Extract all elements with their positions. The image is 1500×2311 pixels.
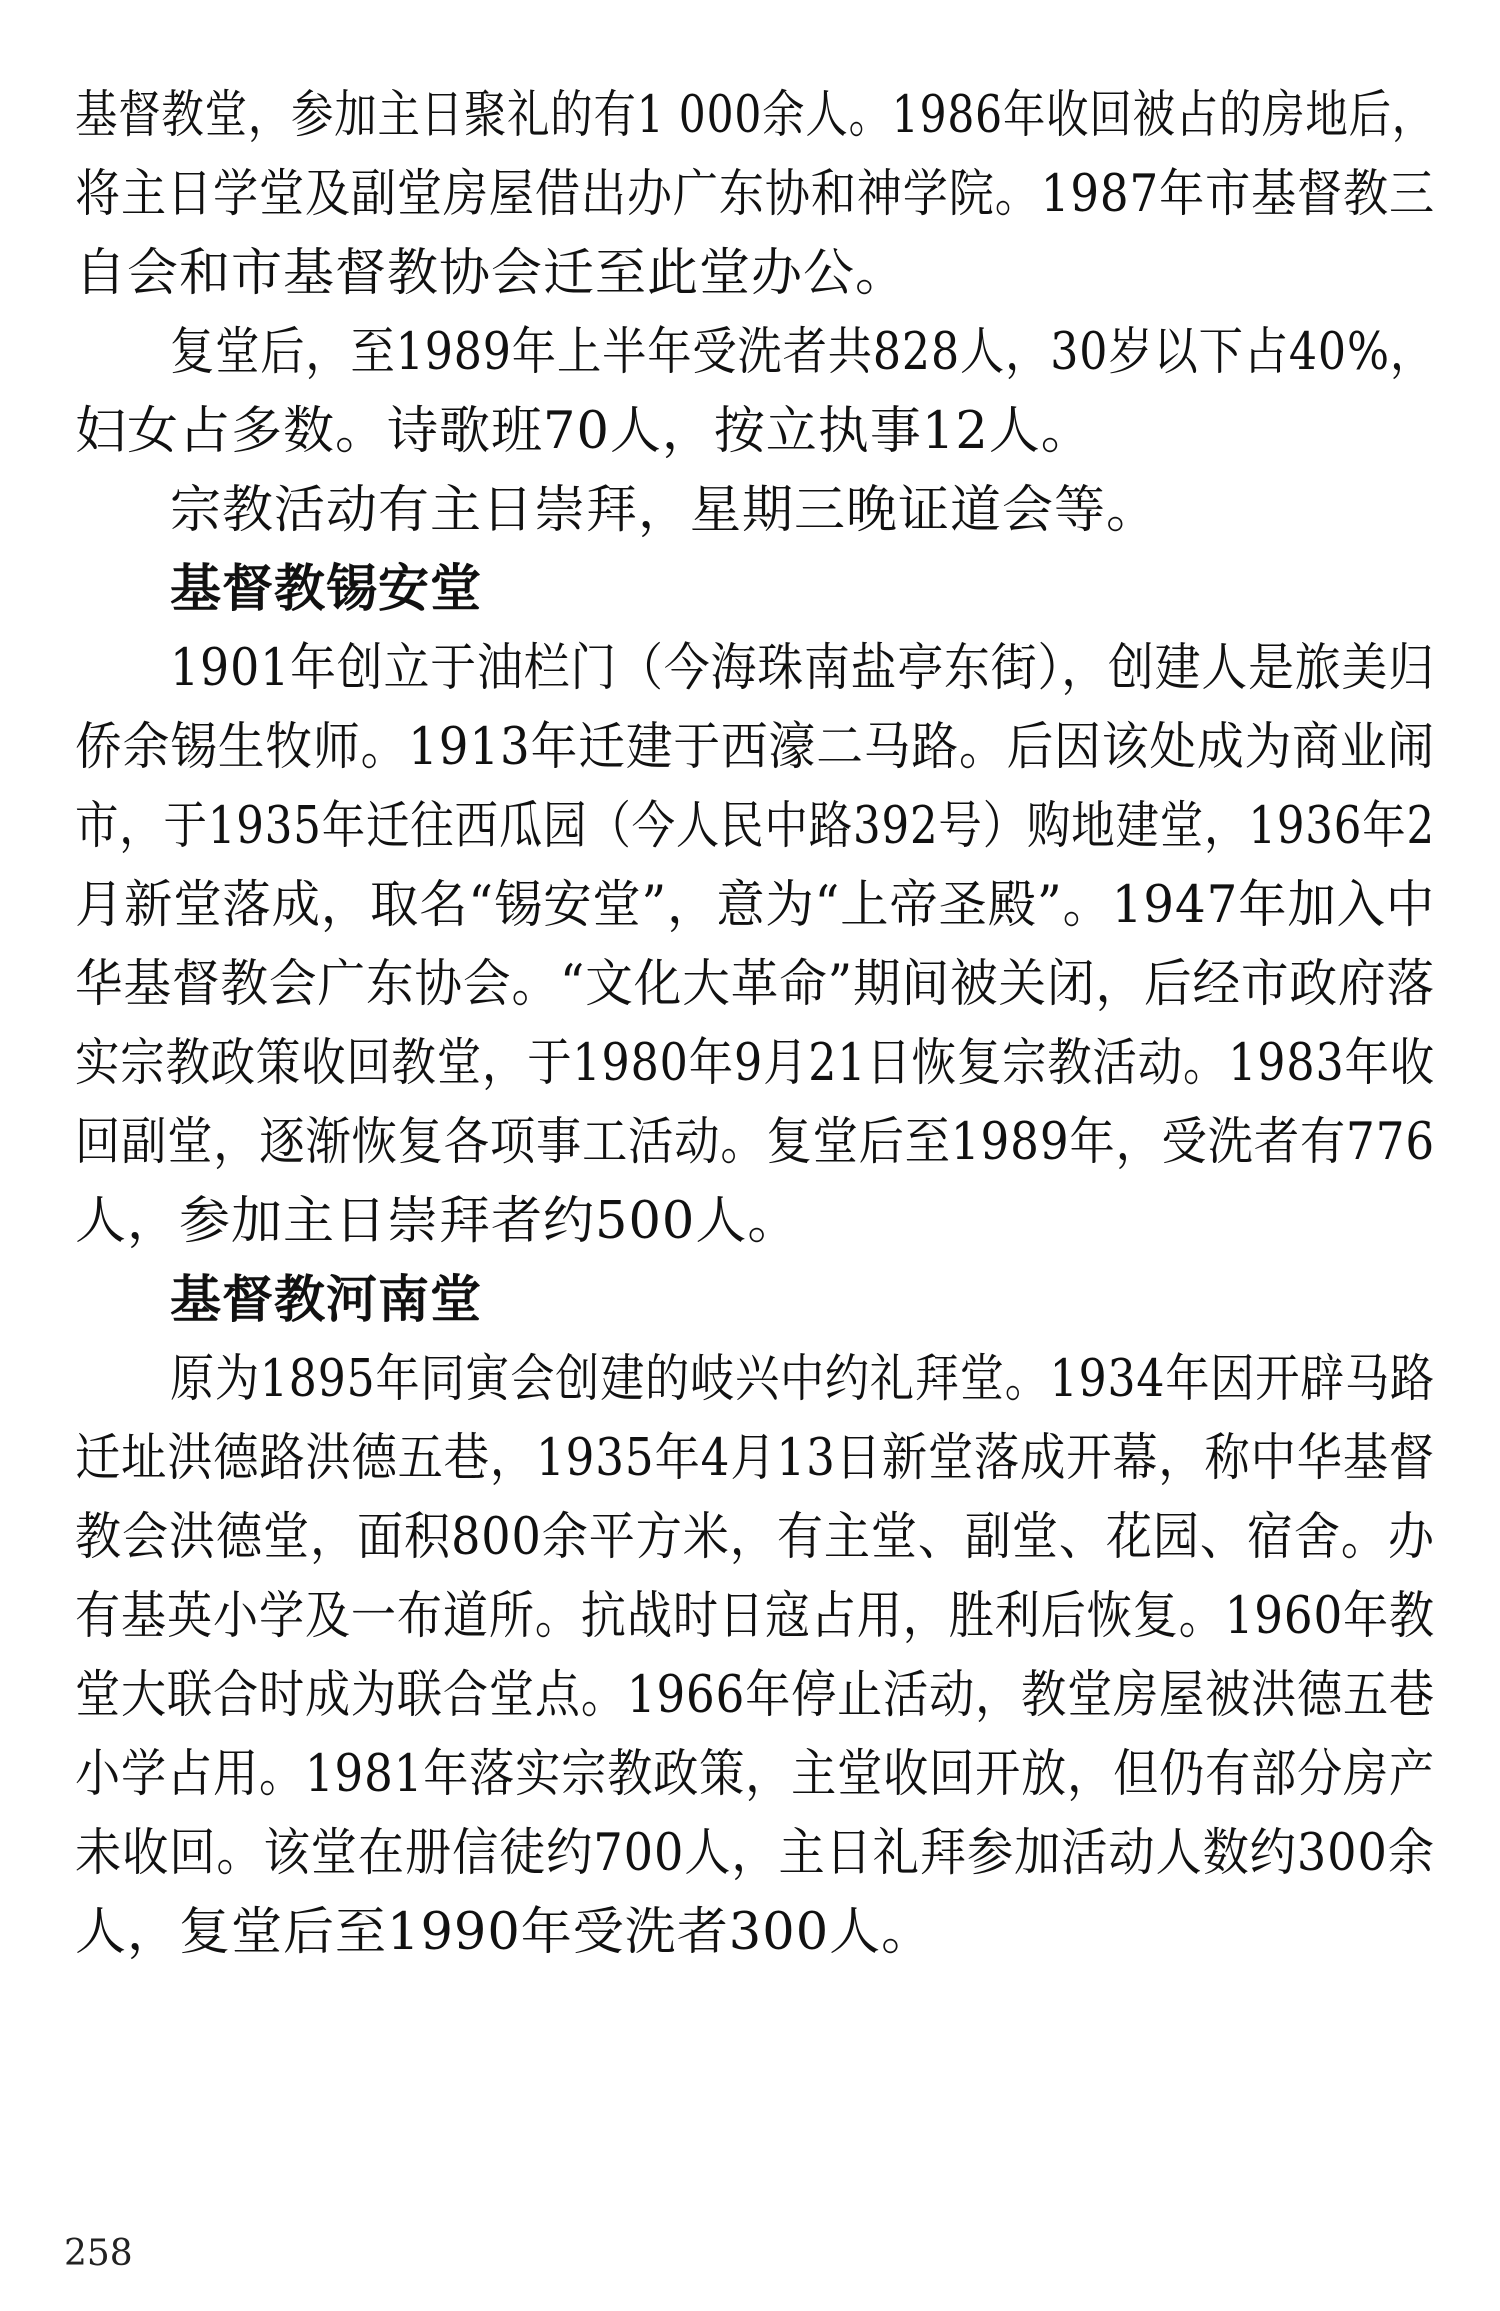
text-line-content: 自会和市基督教协会迁至此堂办公。 bbox=[75, 244, 908, 303]
text-line bbox=[75, 945, 1435, 1024]
text-line bbox=[75, 1024, 1435, 1103]
section-heading bbox=[75, 1261, 1435, 1340]
text-line-content: 1901年创立于油栏门（今海珠南盐亭东街），创建人是旅美归 bbox=[170, 639, 1435, 698]
text-line-content: 小学占用。1981年落实宗教政策，主堂收回开放，但仍有部分房产 bbox=[75, 1745, 1436, 1804]
text-line-content: 华基督教会广东协会。“文化大革命”期间被关闭，后经市政府落 bbox=[75, 955, 1436, 1014]
text-line-content: 堂大联合时成为联合堂点。1966年停止活动，教堂房屋被洪德五巷 bbox=[75, 1666, 1436, 1725]
text-line bbox=[75, 1498, 1435, 1577]
text-line bbox=[75, 1893, 1435, 1972]
text-line-content: 回副堂，逐渐恢复各项事工活动。复堂后至1989年，受洗者有776 bbox=[75, 1113, 1436, 1172]
text-line-content: 市，于1935年迁往西瓜园（今人民中路392号）购地建堂，1936年2 bbox=[75, 797, 1436, 856]
text-line bbox=[75, 629, 1435, 708]
text-line-content: 原为1895年同寅会创建的岐兴中约礼拜堂。1934年因开辟马路 bbox=[170, 1350, 1435, 1409]
text-line bbox=[75, 1103, 1435, 1182]
text-line bbox=[75, 471, 1435, 550]
text-line-content: 复堂后，至1989年上半年受洗者共828人，30岁以下占40%， bbox=[170, 323, 1436, 382]
text-line-content: 将主日学堂及副堂房屋借出办广东协和神学院。1987年市基督教三 bbox=[75, 165, 1436, 224]
text-line-content: 宗教活动有主日崇拜，星期三晚证道会等。 bbox=[170, 481, 1159, 540]
section-heading-text: 基督教河南堂 bbox=[170, 1271, 483, 1330]
text-line bbox=[75, 76, 1435, 155]
text-line bbox=[75, 1577, 1435, 1656]
text-line bbox=[75, 1656, 1435, 1735]
text-line bbox=[75, 1340, 1435, 1419]
text-line bbox=[75, 313, 1435, 392]
text-line-content: 人，复堂后至1990年受洗者300人。 bbox=[75, 1903, 934, 1962]
page-number: 258 bbox=[64, 2233, 133, 2274]
text-line bbox=[75, 392, 1435, 471]
text-line bbox=[75, 1419, 1435, 1498]
text-line bbox=[75, 787, 1435, 866]
text-line-content: 妇女占多数。诗歌班70人，按立执事12人。 bbox=[75, 402, 1093, 461]
text-line-content: 迁址洪德路洪德五巷，1935年4月13日新堂落成开幕，称中华基督 bbox=[75, 1429, 1436, 1488]
text-line bbox=[75, 1814, 1435, 1893]
text-line-content: 人，参加主日崇拜者约500人。 bbox=[75, 1192, 800, 1251]
text-line-content: 基督教堂，参加主日聚礼的有1 000余人。1986年收回被占的房地后， bbox=[75, 86, 1436, 145]
text-line-content: 实宗教政策收回教堂，于1980年9月21日恢复宗教活动。1983年收 bbox=[75, 1034, 1435, 1093]
text-line-content: 未收回。该堂在册信徒约700人，主日礼拜参加活动人数约300余 bbox=[75, 1824, 1435, 1883]
text-line bbox=[75, 234, 1435, 313]
text-line bbox=[75, 155, 1435, 234]
text-line-content: 侨余锡生牧师。1913年迁建于西濠二马路。后因该处成为商业闹 bbox=[75, 718, 1435, 777]
text-line-content: 月新堂落成，取名“锡安堂”，意为“上帝圣殿”。1947年加入中 bbox=[75, 876, 1436, 935]
text-line bbox=[75, 1182, 1435, 1261]
section-heading-text: 基督教锡安堂 bbox=[170, 560, 483, 619]
text-line bbox=[75, 866, 1435, 945]
body-text bbox=[75, 76, 1435, 1972]
text-line bbox=[75, 708, 1435, 787]
text-line bbox=[75, 1735, 1435, 1814]
section-heading bbox=[75, 550, 1435, 629]
text-line-content: 有基英小学及一布道所。抗战时日寇占用，胜利后恢复。1960年教 bbox=[75, 1587, 1436, 1646]
text-line-content: 教会洪德堂，面积800余平方米，有主堂、副堂、花园、宿舍。办 bbox=[75, 1508, 1435, 1567]
